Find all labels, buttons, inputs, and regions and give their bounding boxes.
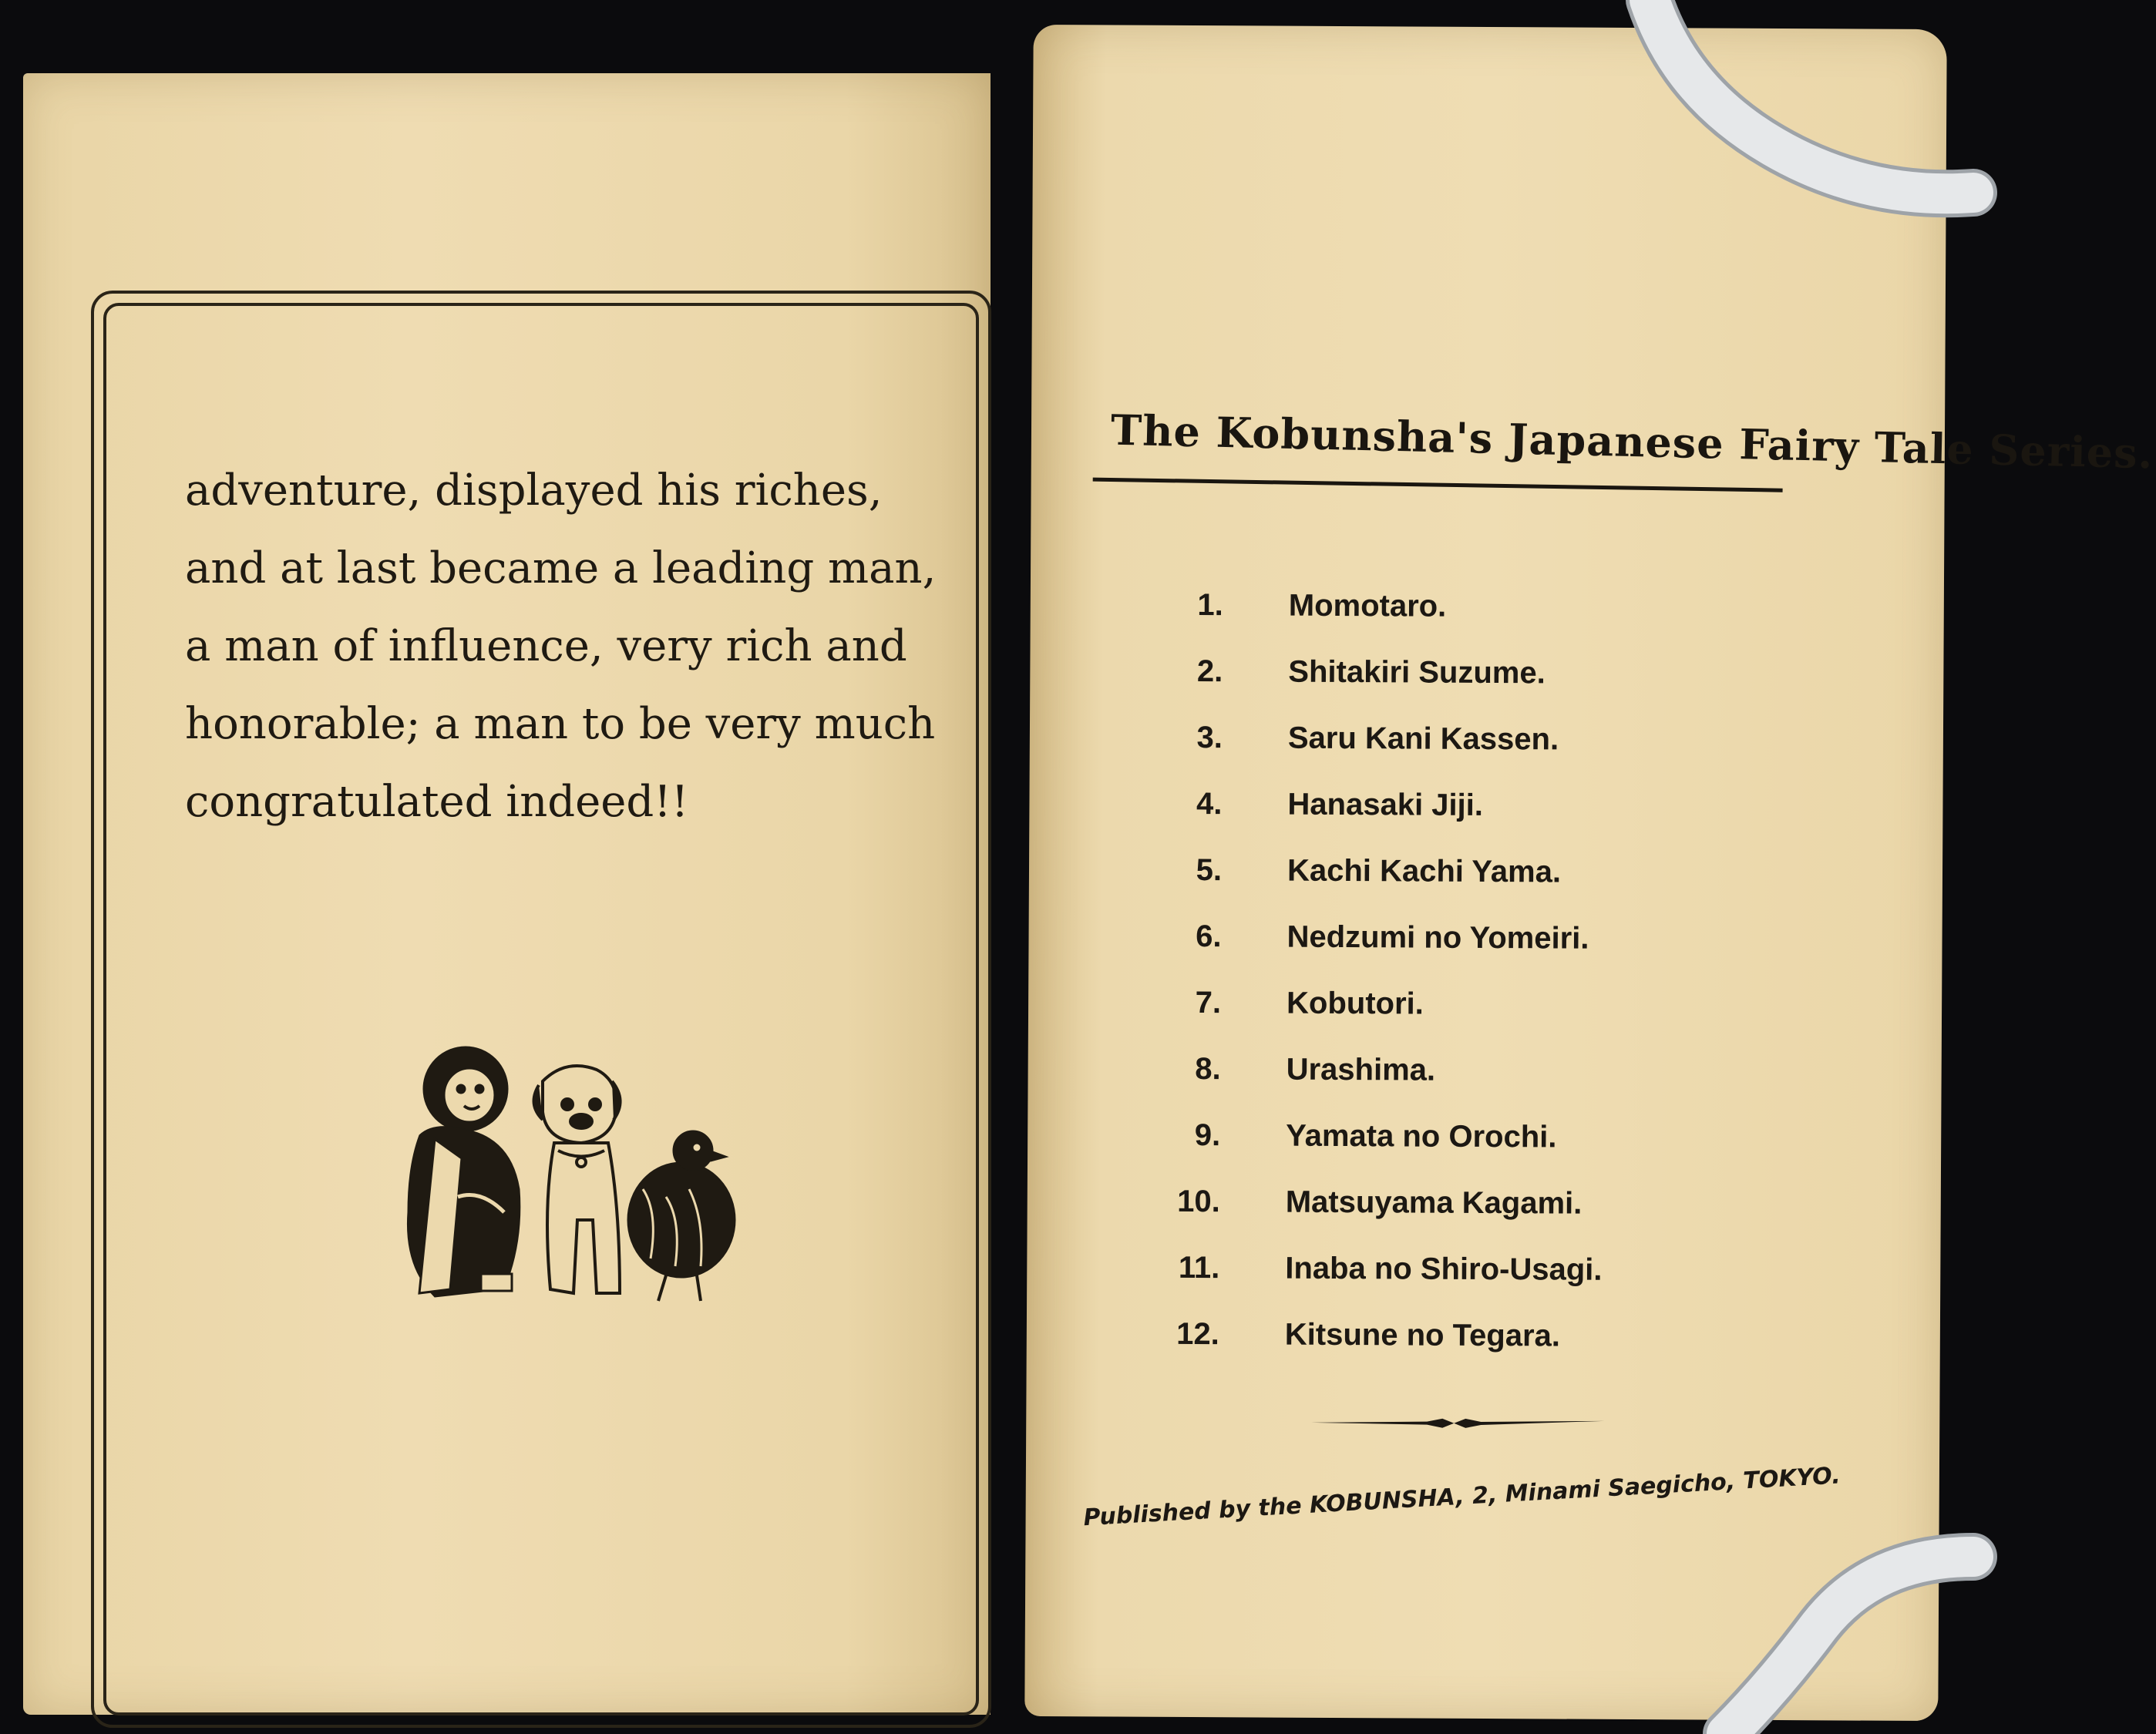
tale-number: 11.	[1178, 1250, 1220, 1285]
list-item	[1172, 787, 1711, 856]
story-line: adventure, displayed his riches,	[185, 465, 883, 516]
list-item	[1169, 1185, 1709, 1254]
page-border-frame	[91, 291, 991, 1728]
tale-number: 12.	[1176, 1316, 1219, 1352]
tale-title: Kitsune no Tegara.	[1284, 1317, 1561, 1353]
tale-number: 9.	[1194, 1118, 1221, 1153]
left-page	[23, 73, 991, 1715]
list-item	[1170, 1118, 1710, 1188]
tale-title: Inaba no Shiro-Usagi.	[1285, 1251, 1603, 1287]
tale-number: 10.	[1177, 1184, 1220, 1219]
tale-title: Yamata no Orochi.	[1286, 1118, 1557, 1154]
list-item	[1172, 721, 1712, 790]
tale-number: 7.	[1195, 986, 1222, 1020]
list-item	[1172, 853, 1711, 922]
list-item	[1171, 919, 1710, 989]
list-item	[1171, 986, 1710, 1055]
tale-list	[1169, 588, 1713, 1386]
tale-number: 8.	[1195, 1052, 1221, 1087]
list-item	[1170, 1052, 1710, 1121]
ornamental-rule	[1311, 1413, 1604, 1433]
title-underline	[1093, 478, 1783, 492]
tale-number: 4.	[1196, 787, 1223, 822]
tale-number: 3.	[1196, 721, 1223, 755]
list-item	[1169, 1317, 1709, 1386]
tale-title: Shitakiri Suzume.	[1288, 654, 1546, 691]
tale-title: Nedzumi no Yomeiri.	[1287, 919, 1589, 956]
tale-title: Matsuyama Kagami.	[1285, 1185, 1583, 1221]
story-line: a man of influence, very rich and	[185, 621, 907, 671]
tale-title: Kobutori.	[1286, 986, 1424, 1021]
tale-number: 1.	[1197, 588, 1223, 623]
publisher-imprint: Published by the KOBUNSHA, 2, Minami Saegicho, TOKYO.	[1082, 1462, 1842, 1532]
list-item	[1172, 654, 1712, 724]
list-item	[1172, 588, 1712, 657]
list-item	[1169, 1251, 1709, 1320]
tale-title: Kachi Kachi Yama.	[1287, 853, 1562, 889]
monkey-dog-pheasant-icon	[388, 1035, 751, 1312]
tale-title: Saru Kani Kassen.	[1287, 721, 1559, 757]
story-line: congratulated indeed!!	[185, 777, 689, 827]
tale-number: 5.	[1196, 853, 1223, 888]
story-line: honorable; a man to be very much	[185, 699, 936, 749]
series-title: The Kobunsha's Japanese Fairy Tale Series.	[1110, 405, 2154, 479]
right-page	[1024, 25, 2154, 1721]
tale-title: Momotaro.	[1288, 588, 1447, 623]
tale-title: Hanasaki Jiji.	[1287, 787, 1484, 822]
tale-title: Urashima.	[1286, 1052, 1436, 1087]
story-line: and at last became a leading man,	[185, 543, 937, 593]
tale-number: 2.	[1196, 654, 1223, 689]
story-paragraph	[185, 452, 937, 841]
tale-number: 6.	[1196, 919, 1222, 954]
